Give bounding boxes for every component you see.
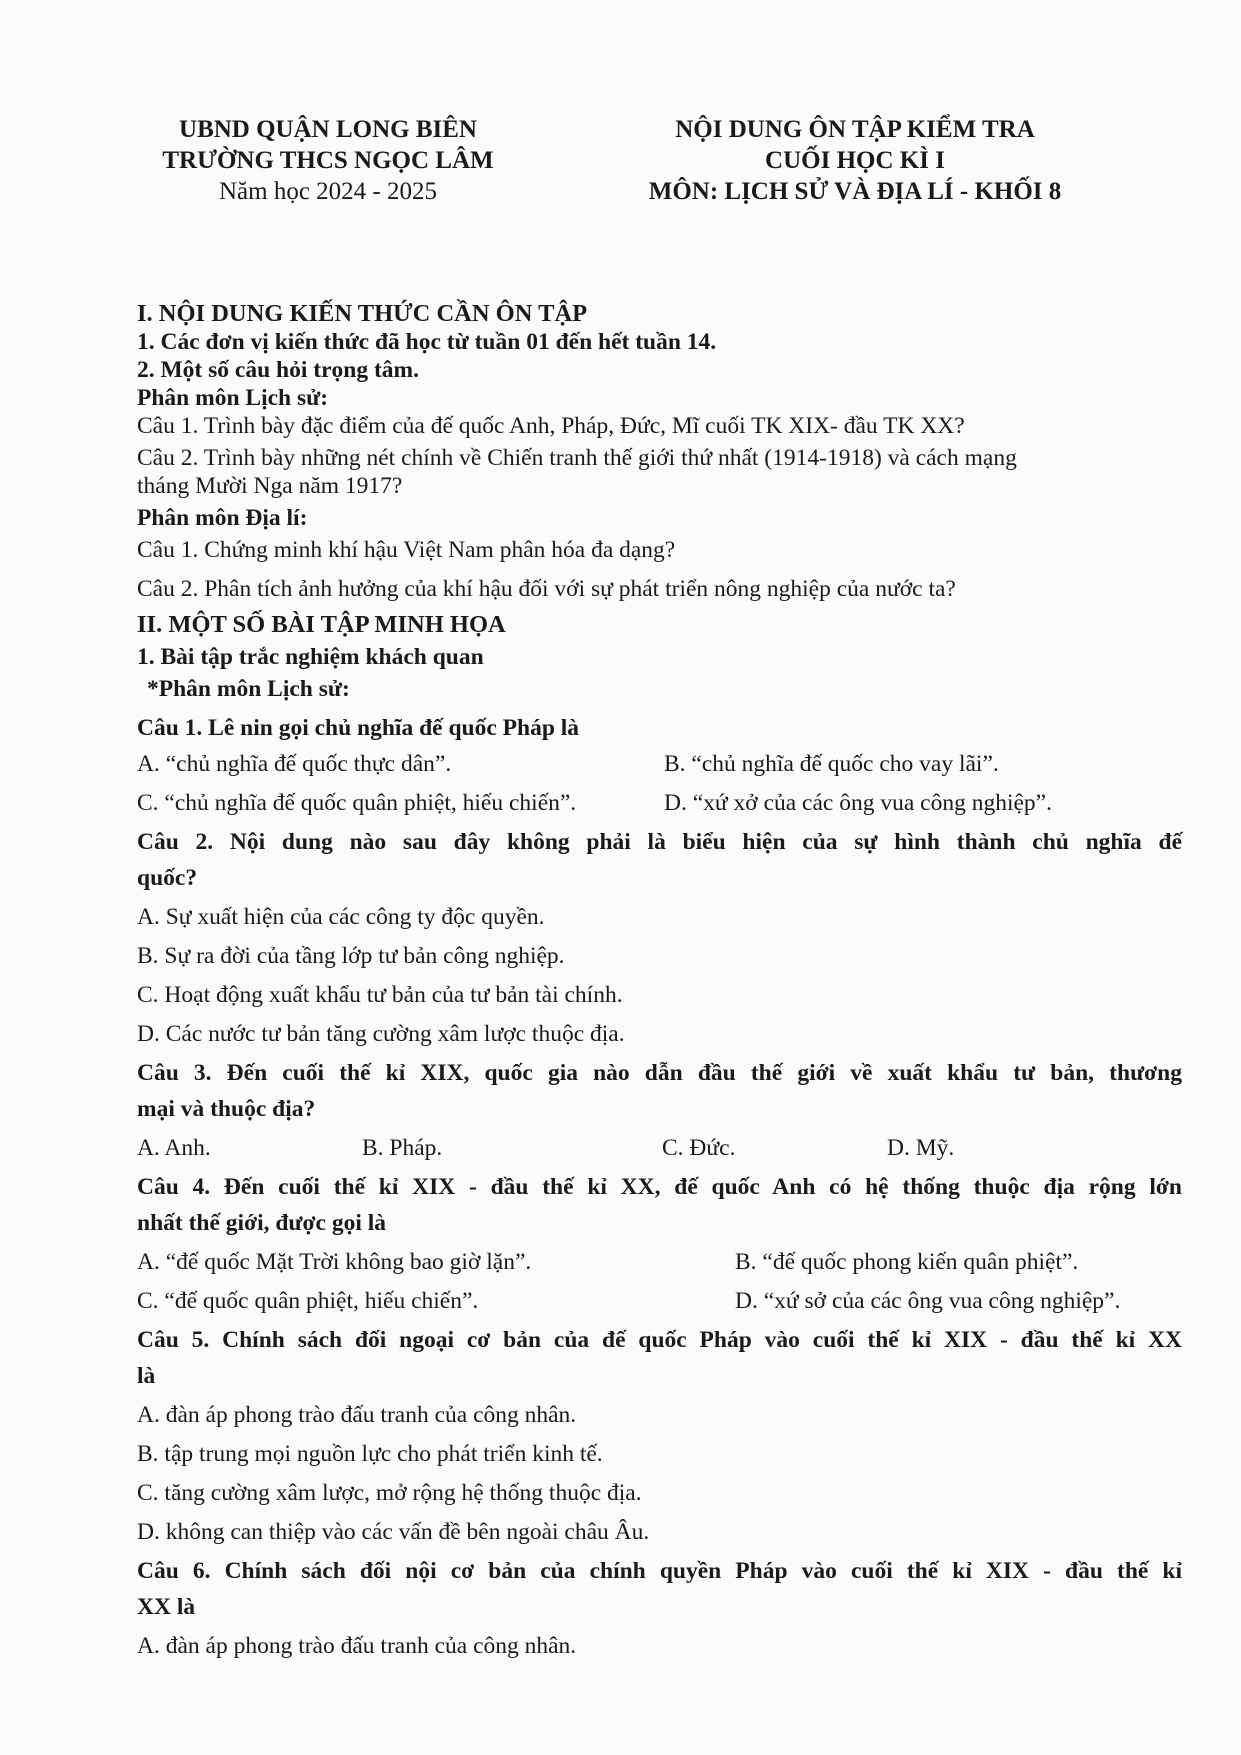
document-subject: MÔN: LỊCH SỬ VÀ ĐỊA LÍ - KHỐI 8 xyxy=(648,178,1062,205)
question-1-option-d: D. “xứ xở của các ông vua công nghiệp”. xyxy=(664,790,1052,816)
question-6-line-2: XX là xyxy=(137,1594,196,1620)
history-question-2-line-1: Câu 2. Trình bày những nét chính về Chiến tranh thế giới thứ nhất (1914-1918) và cách mạng xyxy=(137,445,1017,471)
question-3-options-row xyxy=(137,1134,1182,1162)
question-4-option-a: A. “đế quốc Mặt Trời không bao giờ lặn”. xyxy=(137,1249,532,1275)
question-3-option-c: C. Đức. xyxy=(662,1135,736,1161)
question-1-options-row-1 xyxy=(137,750,1182,778)
question-2-line-1: Câu 2. Nội dung nào sau đây không phải là biểu hiện của sự hình thành chủ nghĩa đế xyxy=(137,829,1182,855)
question-1-options-row-2 xyxy=(137,789,1182,817)
section-1-item-1: 1. Các đơn vị kiến thức đã học từ tuần 01 đến hết tuần 14. xyxy=(137,329,717,355)
school-header xyxy=(130,114,526,207)
question-2-option-d: D. Các nước tư bản tăng cường xâm lược thuộc địa. xyxy=(137,1021,625,1047)
question-4-option-c: C. “đế quốc quân phiệt, hiếu chiến”. xyxy=(137,1288,479,1314)
question-5-option-c: C. tăng cường xâm lược, mở rộng hệ thống thuộc địa. xyxy=(137,1480,642,1506)
section-1-item-2: 2. Một số câu hỏi trọng tâm. xyxy=(137,357,419,383)
question-5-option-b: B. tập trung mọi nguồn lực cho phát triển kinh tế. xyxy=(137,1441,603,1467)
question-4-line-1: Câu 4. Đến cuối thế kỉ XIX - đầu thế kỉ XX, đế quốc Anh có hệ thống thuộc địa rộng lớn xyxy=(137,1174,1182,1200)
school-name: TRƯỜNG THCS NGỌC LÂM xyxy=(162,147,494,174)
question-4-options-row-2 xyxy=(137,1287,1182,1315)
document-title: NỘI DUNG ÔN TẬP KIỂM TRA xyxy=(675,116,1035,143)
question-6-line-1: Câu 6. Chính sách đối nội cơ bản của chính quyền Pháp vào cuối thế kỉ XIX - đầu thế kỉ xyxy=(137,1558,1182,1584)
document-body xyxy=(137,300,1182,1660)
history-heading: Phân môn Lịch sử: xyxy=(137,385,329,411)
history-question-1: Câu 1. Trình bày đặc điểm của đế quốc Anh, Pháp, Đức, Mĩ cuối TK XIX- đầu TK XX? xyxy=(137,413,965,439)
question-3-option-b: B. Pháp. xyxy=(362,1135,443,1161)
question-1-option-a: A. “chủ nghĩa đế quốc thực dân”. xyxy=(137,751,452,777)
geography-question-2: Câu 2. Phân tích ảnh hưởng của khí hậu đối với sự phát triển nông nghiệp của nước ta? xyxy=(137,576,956,602)
question-2-option-b: B. Sự ra đời của tầng lớp tư bản công nghiệp. xyxy=(137,943,565,969)
district-name: UBND QUẬN LONG BIÊN xyxy=(179,116,477,143)
question-2-line-2: quốc? xyxy=(137,865,198,891)
section-2-title: II. MỘT SỐ BÀI TẬP MINH HỌA xyxy=(137,611,506,638)
question-3-option-a: A. Anh. xyxy=(137,1135,211,1161)
question-3-line-1: Câu 3. Đến cuối thế kỉ XIX, quốc gia nào dẫn đầu thế giới về xuất khẩu tư bản, thương xyxy=(137,1060,1182,1086)
question-1-option-b: B. “chủ nghĩa đế quốc cho vay lãi”. xyxy=(664,751,999,777)
document-title-block xyxy=(600,114,1110,207)
section-1-title: I. NỘI DUNG KIẾN THỨC CẦN ÔN TẬP xyxy=(137,300,588,327)
document-term: CUỐI HỌC KÌ I xyxy=(765,147,945,174)
question-1: Câu 1. Lê nin gọi chủ nghĩa đế quốc Pháp là xyxy=(137,715,580,741)
question-5-line-1: Câu 5. Chính sách đối ngoại cơ bản của đế quốc Pháp vào cuối thế kỉ XIX - đầu thế kỉ XX xyxy=(137,1327,1182,1353)
geography-question-1: Câu 1. Chứng minh khí hậu Việt Nam phân hóa đa dạng? xyxy=(137,537,676,563)
section-2-sub-1: 1. Bài tập trắc nghiệm khách quan xyxy=(137,644,484,670)
school-year: Năm học 2024 - 2025 xyxy=(218,178,438,205)
question-1-option-c: C. “chủ nghĩa đế quốc quân phiệt, hiếu chiến”. xyxy=(137,790,577,816)
question-2-option-c: C. Hoạt động xuất khẩu tư bản của tư bản tài chính. xyxy=(137,982,623,1008)
question-5-option-a: A. đàn áp phong trào đấu tranh của công nhân. xyxy=(137,1402,577,1428)
question-2-option-a: A. Sự xuất hiện của các công ty độc quyền. xyxy=(137,904,545,930)
question-4-options-row-1 xyxy=(137,1248,1182,1276)
history-question-2-line-2: tháng Mười Nga năm 1917? xyxy=(137,473,403,499)
question-4-option-d: D. “xứ sở của các ông vua công nghiệp”. xyxy=(735,1288,1121,1314)
question-6-option-a: A. đàn áp phong trào đấu tranh của công nhân. xyxy=(137,1633,577,1659)
question-5-line-2: là xyxy=(137,1363,156,1389)
question-4-option-b: B. “đế quốc phong kiến quân phiệt”. xyxy=(735,1249,1079,1275)
question-5-option-d: D. không can thiệp vào các vấn đề bên ngoài châu Âu. xyxy=(137,1519,650,1545)
question-3-option-d: D. Mỹ. xyxy=(887,1135,955,1161)
question-3-line-2: mại và thuộc địa? xyxy=(137,1096,316,1122)
exercise-history-heading: *Phân môn Lịch sử: xyxy=(147,676,350,702)
question-4-line-2: nhất thế giới, được gọi là xyxy=(137,1210,387,1236)
geography-heading: Phân môn Địa lí: xyxy=(137,505,308,531)
